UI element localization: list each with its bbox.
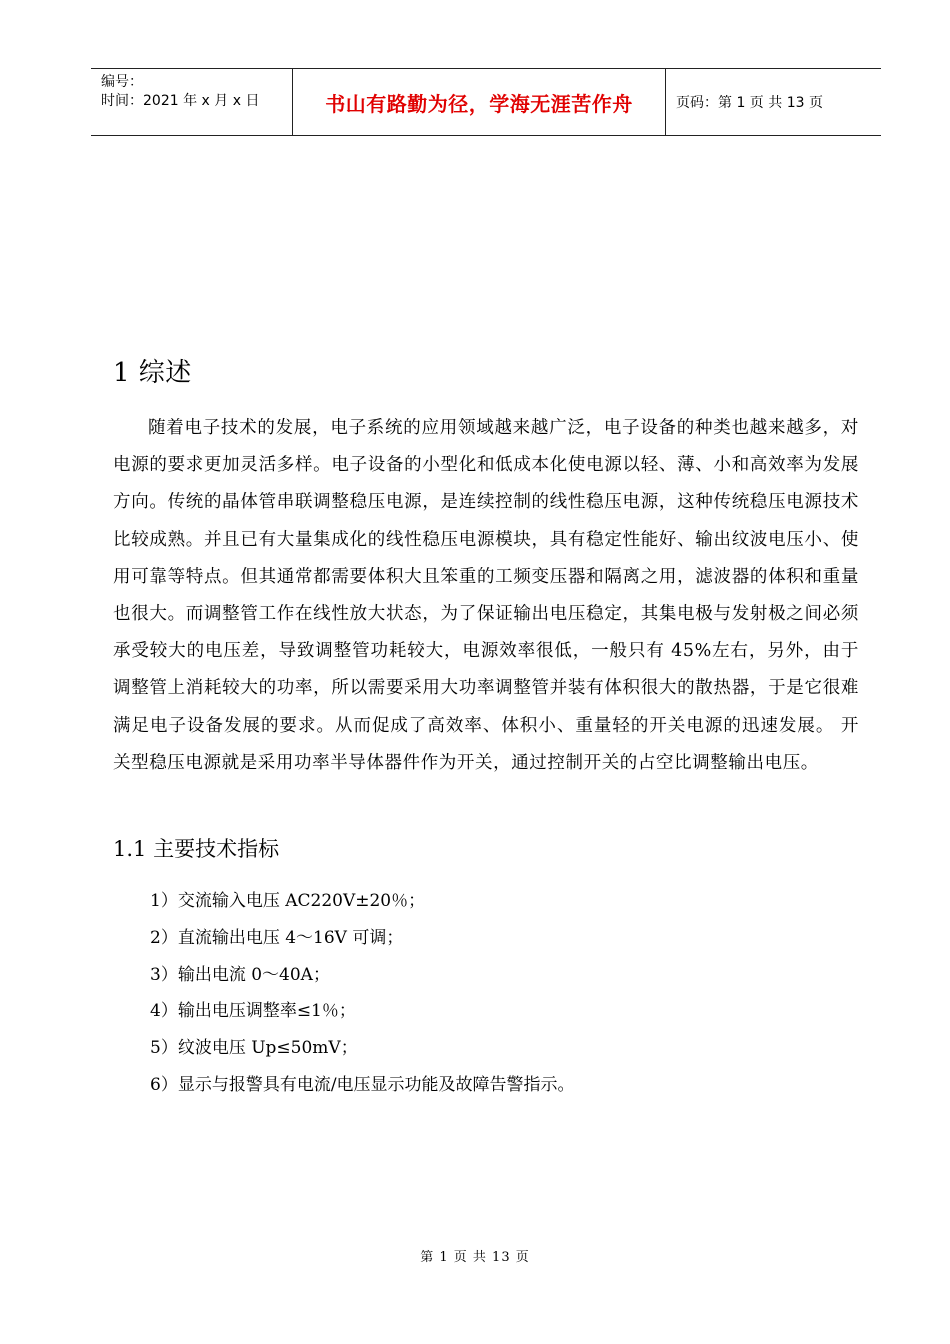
page-footer: 第 1 页 共 13 页	[420, 1250, 530, 1265]
subsection-title: 1.1 主要技术指标	[113, 837, 280, 861]
spec-item: 6）显示与报警具有电流/电压显示功能及故障告警指示。	[150, 1074, 575, 1095]
section-paragraph: 随着电子技术的发展，电子系统的应用领域越来越广泛，电子设备的种类也越来越多，对电源的要求更加灵活多样。电子设备的小型化和低成本化使电源以轻、薄、小和高效率为发展方向。传统的晶体管串联调整稳压电源，是连续控制的线性稳压电源，这种传统稳压电源技术比较成熟。并且已有大量集成化的线性稳压电源模块，具有稳定性能好、输出纹波电压小、使用可靠等特点。但其通常都需要体积大且笨重的工频变压器和隔离之用，滤波器的体积和重量也很大。而调整管工作在线性放大状态，为了保证输出电压稳定，其集电极与发射极之间必须承受较大的电压差，导致调整管功耗较大，电源效率很低，一般只有 45%左右，另外，由于调整管上消耗较大的功率，所以需要采用大功率调整管并装有体积很大的散热器，于是它很难满足电子设备发展的要求。从而促成了高效率、体积小、重量轻的开关电源的迅速发展。 开关型稳压电源就是采用功率半导体器件作为开关，通过控制开关的占空比调整输出电压。	[113, 418, 859, 773]
header-page-info: 页码：第 1 页 共 13 页	[676, 95, 823, 111]
section-title: 1 综述	[113, 358, 192, 388]
page-header	[91, 68, 881, 136]
header-number-label: 编号：	[101, 74, 143, 90]
spec-item: 1）交流输入电压 AC220V±20％；	[150, 891, 426, 911]
header-meta	[91, 69, 293, 135]
spec-item: 2）直流输出电压 4～16V 可调；	[150, 927, 404, 948]
spec-list	[150, 883, 575, 1104]
header-time-label: 时间：2021 年 x 月 x 日	[101, 93, 260, 109]
spec-item: 5）纹波电压 Up≤50mV；	[150, 1038, 358, 1059]
spec-item: 4）输出电压调整率≤1％；	[150, 1001, 356, 1022]
spec-item: 3）输出电流 0～40A；	[150, 964, 330, 985]
header-motto: 书山有路勤为径，学海无涯苦作舟	[293, 69, 666, 135]
